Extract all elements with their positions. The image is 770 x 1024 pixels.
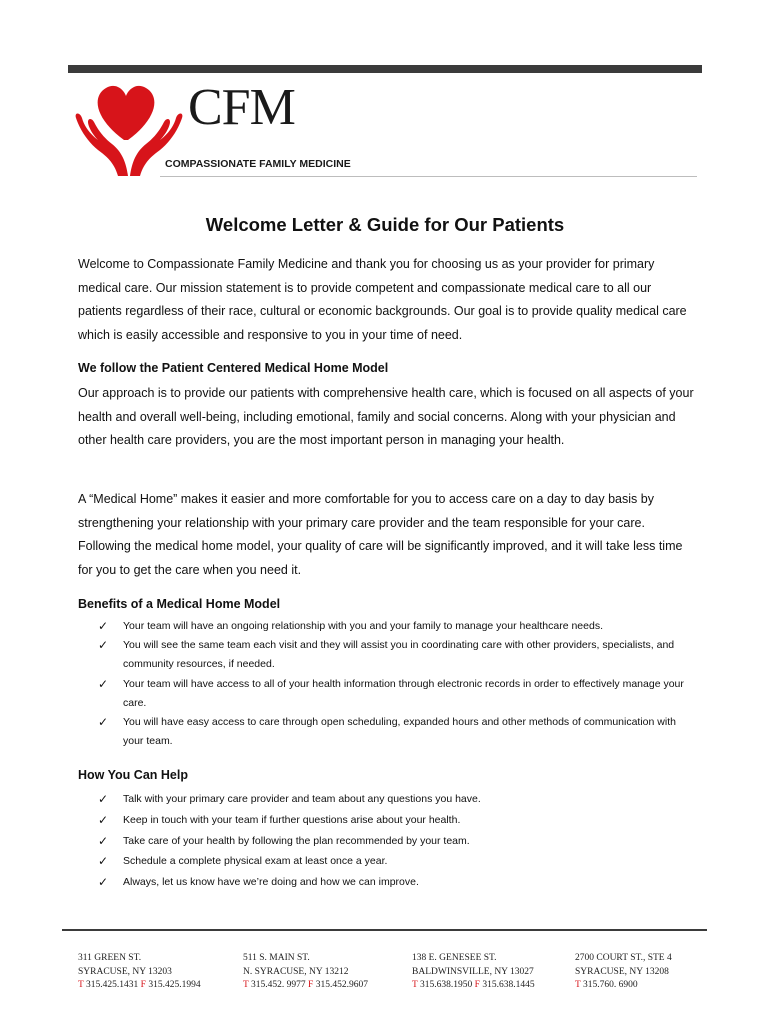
- list-item-text: You will see the same team each visit and they will assist you in coordinating care with other providers, specialists, and community resources, if needed.: [123, 639, 675, 671]
- list-item: [98, 831, 698, 852]
- footer-location-genesee-st: [412, 952, 535, 993]
- list-item: [98, 789, 698, 810]
- phone-label: T: [575, 980, 581, 990]
- footer-location-green-st: [78, 952, 201, 993]
- fax-label: F: [140, 980, 146, 990]
- city-line: BALDWINSVILLE, NY 13027: [412, 966, 534, 977]
- checkmark-icon: ✓: [98, 833, 109, 848]
- footer-divider: [62, 929, 707, 931]
- checkmark-icon: ✓: [98, 676, 109, 691]
- list-item: [98, 872, 698, 893]
- list-item: [98, 675, 698, 713]
- list-item-text: Take care of your health by following the plan recommended by your team.: [123, 834, 470, 847]
- phone-number: 315.425.1431: [86, 980, 139, 990]
- intro-paragraph: Welcome to Compassionate Family Medicine and thank you for choosing us as your provider for primary medical care. Our mission statement is to provide competent and compassionate medical care to all our patients regardless of their race, cultural or economic backgrounds. Our goal is to provide quality medical care which is easily accessible and responsive to you in your time of need.: [78, 257, 687, 342]
- list-item: [98, 617, 698, 636]
- brand-name: CFM: [188, 79, 295, 136]
- city-line: SYRACUSE, NY 13203: [78, 966, 172, 977]
- list-item: [98, 713, 698, 751]
- list-item-text: Schedule a complete physical exam at least once a year.: [123, 855, 388, 868]
- address-line: 138 E. GENESEE ST.: [412, 953, 497, 963]
- address-line: 511 S. MAIN ST.: [243, 953, 310, 963]
- help-list: [98, 789, 698, 893]
- city-line: N. SYRACUSE, NY 13212: [243, 966, 349, 977]
- phone-line: [575, 979, 672, 993]
- list-item-text: Your team will have access to all of your health information through electronic records in order to effectively manage your care.: [123, 677, 684, 709]
- phone-label: T: [78, 980, 84, 990]
- benefits-list: [98, 617, 698, 751]
- phone-label: T: [243, 980, 249, 990]
- page-title: Welcome Letter & Guide for Our Patients: [205, 214, 565, 235]
- list-item: [98, 636, 698, 674]
- header-divider: [160, 176, 697, 177]
- address-line: 311 GREEN ST.: [78, 953, 142, 963]
- brand-tagline: COMPASSIONATE FAMILY MEDICINE: [165, 158, 351, 170]
- list-item-text: Keep in touch with your team if further questions arise about your health.: [123, 813, 461, 826]
- list-item-text: Your team will have an ongoing relationship with you and your family to manage your healthcare needs.: [123, 620, 603, 632]
- phone-label: T: [412, 980, 418, 990]
- phone-line: [243, 979, 368, 993]
- header-top-rule: [68, 65, 702, 73]
- checkmark-icon: ✓: [98, 875, 109, 890]
- phone-number: 315.760. 6900: [583, 980, 638, 990]
- address-line: 2700 COURT ST., STE 4: [575, 953, 672, 963]
- fax-label: F: [308, 980, 314, 990]
- pcmh-heading: We follow the Patient Centered Medical Home Model: [78, 361, 389, 375]
- checkmark-icon: ✓: [98, 619, 109, 633]
- checkmark-icon: ✓: [98, 792, 109, 806]
- list-item: [98, 810, 698, 831]
- phone-line: [412, 979, 535, 993]
- phone-line: [78, 979, 201, 993]
- fax-label: F: [474, 980, 480, 990]
- list-item-text: Talk with your primary care provider and team about any questions you have.: [123, 793, 481, 805]
- checkmark-icon: ✓: [98, 638, 109, 653]
- city-line: SYRACUSE, NY 13208: [575, 966, 669, 977]
- phone-number: 315.638.1950: [420, 980, 473, 990]
- list-item-text: You will have easy access to care through open scheduling, expanded hours and other methods of communication with your team.: [123, 716, 676, 748]
- pcmh-paragraph: Our approach is to provide our patients with comprehensive health care, which is focused on all aspects of your health and overall well-being, including emotional, family and social concerns. Along with your physician and other health care providers, you are the most important person in managing your health.: [78, 386, 694, 447]
- fax-number: 315.638.1445: [482, 980, 535, 990]
- footer-location-court-st: [575, 952, 672, 993]
- list-item: [98, 851, 698, 872]
- medical-home-paragraph: A “Medical Home” makes it easier and more comfortable for you to access care on a day to day basis by strengthening your relationship with your primary care provider and the team responsible for your care. Following the medical home model, your quality of care will be significantly improved, and it will take less time for you to get the care when you need it.: [78, 492, 683, 577]
- list-item-text: Always, let us know have we’re doing and how we can improve.: [123, 876, 419, 889]
- checkmark-icon: ✓: [98, 715, 109, 730]
- fax-number: 315.425.1994: [148, 980, 201, 990]
- checkmark-icon: ✓: [98, 812, 109, 827]
- help-heading: How You Can Help: [78, 768, 188, 782]
- fax-number: 315.452.9607: [315, 980, 368, 990]
- footer-location-main-st: [243, 952, 368, 993]
- benefits-heading: Benefits of a Medical Home Model: [78, 597, 281, 611]
- phone-number: 315.452. 9977: [251, 980, 306, 990]
- checkmark-icon: ✓: [98, 854, 109, 869]
